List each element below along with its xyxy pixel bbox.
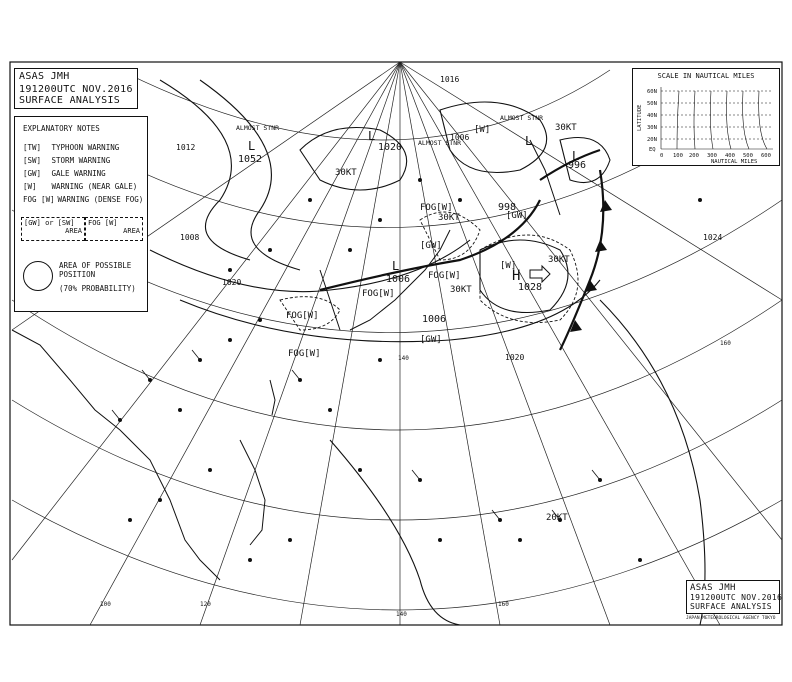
isobar-label: 1024 xyxy=(703,233,723,242)
scale-lat-tick: 60N xyxy=(647,89,657,95)
wind-label: 30KT xyxy=(335,168,357,178)
grid-label: 140 xyxy=(396,611,407,618)
scale-lat-tick: 40N xyxy=(647,113,657,119)
warning-label: [GW] xyxy=(420,335,442,345)
note-item xyxy=(23,169,106,178)
isobar-label: 1012 xyxy=(176,143,196,152)
grid-label: 140 xyxy=(398,355,409,362)
warning-label: [W] xyxy=(474,125,491,135)
pressure-center-value: 1006 xyxy=(386,274,411,285)
korea-coastline xyxy=(320,270,340,330)
pressure-center-symbol: L xyxy=(248,139,256,153)
probability-line-3: (70% PROBABILITY) xyxy=(59,284,136,293)
note-code: FOG [W] xyxy=(23,195,55,204)
header-title: ASAS JMH xyxy=(19,71,70,82)
note-code: [W] xyxy=(23,182,37,191)
note-text: STORM WARNING xyxy=(51,156,111,165)
pressure-center-value: 996 xyxy=(568,160,587,171)
note-text: GALE WARNING xyxy=(51,169,106,178)
header-time: 191200UTC NOV.2016 xyxy=(19,84,133,95)
scale-x-label: NAUTICAL MILES xyxy=(711,159,758,165)
stationary-label: ALMOST STNR xyxy=(500,114,544,122)
grid-label: 160 xyxy=(498,601,509,608)
grid-label: 120 xyxy=(200,601,211,608)
pressure-center-symbol: L xyxy=(572,149,580,163)
area-example-text: [GW] or [SW] xyxy=(24,219,75,227)
wind-barbs xyxy=(112,350,600,520)
wind-label: 30KT xyxy=(450,285,472,295)
asia-coastline xyxy=(12,330,220,580)
warning-label: FOG[W] xyxy=(286,311,319,321)
station-markers xyxy=(118,178,702,562)
header-top xyxy=(14,68,138,109)
header-bottom xyxy=(686,580,783,614)
area-example-caption: AREA xyxy=(65,227,82,235)
header-subtitle: SURFACE ANALYSIS xyxy=(19,95,121,106)
note-item xyxy=(23,182,137,191)
pressure-center-value: 1052 xyxy=(238,154,263,165)
explanatory-notes xyxy=(14,116,148,312)
wind-label: 20KT xyxy=(546,513,568,523)
scale-x-tick: 500 xyxy=(743,153,753,159)
philippines-coastline xyxy=(240,440,265,545)
wind-label: 30KT xyxy=(555,123,577,133)
warning-label: [GW] xyxy=(506,211,528,221)
note-item xyxy=(23,156,110,165)
note-code: [SW] xyxy=(23,156,42,165)
header-time: 191200UTC NOV.2016 xyxy=(690,593,783,602)
stationary-label: ALMOST STNR xyxy=(418,139,462,147)
scale-x-tick: 0 xyxy=(660,153,664,159)
pressure-center-value: 998 xyxy=(498,202,517,213)
isobar-label: 1008 xyxy=(180,233,200,242)
warning-label: FOG[W] xyxy=(362,289,395,299)
pressure-center-value: 1020 xyxy=(378,142,403,153)
scale-x-tick: 200 xyxy=(689,153,699,159)
isobar-label: 1006 xyxy=(450,133,470,142)
warning-label: FOG[W] xyxy=(420,203,453,213)
scale-lat-tick: 20N xyxy=(647,137,657,143)
pressure-center-symbol: L xyxy=(525,134,533,148)
note-item xyxy=(23,143,119,152)
note-code: [TW] xyxy=(23,143,42,152)
grid-label: 160 xyxy=(720,340,731,347)
scale-x-tick: 400 xyxy=(725,153,735,159)
probability-circle-icon xyxy=(23,261,53,291)
scale-title: SCALE IN NAUTICAL MILES xyxy=(657,72,755,80)
pressure-center-value: 1006 xyxy=(422,314,447,325)
pressure-center-symbol: H xyxy=(512,268,521,284)
probability-line-1: AREA OF POSSIBLE xyxy=(59,261,132,270)
pressure-center-value: 1028 xyxy=(518,282,543,293)
note-text: WARNING (NEAR GALE) xyxy=(51,182,138,191)
warning-label: [W] xyxy=(500,261,517,271)
probability-line-2: POSITION xyxy=(59,270,96,279)
header-title: ASAS JMH xyxy=(690,583,736,593)
scale-lat-tick: 30N xyxy=(647,125,657,131)
note-item xyxy=(23,195,143,204)
note-code: [GW] xyxy=(23,169,42,178)
scale-x-tick: 600 xyxy=(761,153,771,159)
fronts xyxy=(320,150,603,350)
wind-label: 30KT xyxy=(438,213,460,223)
warning-label: [GW] xyxy=(420,241,442,251)
warning-label: FOG[W] xyxy=(428,271,461,281)
pressure-center-symbol: L xyxy=(368,129,376,143)
scale-x-tick: 100 xyxy=(673,153,683,159)
movement-arrow xyxy=(530,266,550,282)
scale-x-tick: 300 xyxy=(707,153,717,159)
agency-label: JAPAN METEOROLOGICAL AGENCY TOKYO xyxy=(686,616,776,621)
scale-legend xyxy=(632,68,780,166)
scale-lat-tick: EQ xyxy=(649,147,656,153)
notes-title: EXPLANATORY NOTES xyxy=(23,124,100,133)
isobar-label: 1020 xyxy=(505,353,525,362)
stationary-label: ALMOST STNR xyxy=(236,124,280,132)
warning-label: FOG[W] xyxy=(288,349,321,359)
header-subtitle: SURFACE ANALYSIS xyxy=(690,602,772,611)
isobar-label: 1020 xyxy=(222,278,242,287)
scale-y-label: LATITUDE xyxy=(637,104,643,131)
area-example-text: FOG [W] xyxy=(88,219,118,227)
scale-lat-tick: 50N xyxy=(647,101,657,107)
area-example-caption: AREA xyxy=(123,227,140,235)
area-example-fog xyxy=(85,217,143,241)
isobar-label: 1016 xyxy=(440,75,460,84)
note-text: WARNING (DENSE FOG) xyxy=(57,195,144,204)
grid-label: 100 xyxy=(100,601,111,608)
pressure-center-symbol: L xyxy=(392,259,400,273)
area-example-gale xyxy=(21,217,85,241)
wind-label: 30KT xyxy=(548,255,570,265)
note-text: TYPHOON WARNING xyxy=(51,143,120,152)
isobars xyxy=(150,80,705,625)
taiwan-coastline xyxy=(270,380,275,415)
scale-graph xyxy=(633,69,779,165)
